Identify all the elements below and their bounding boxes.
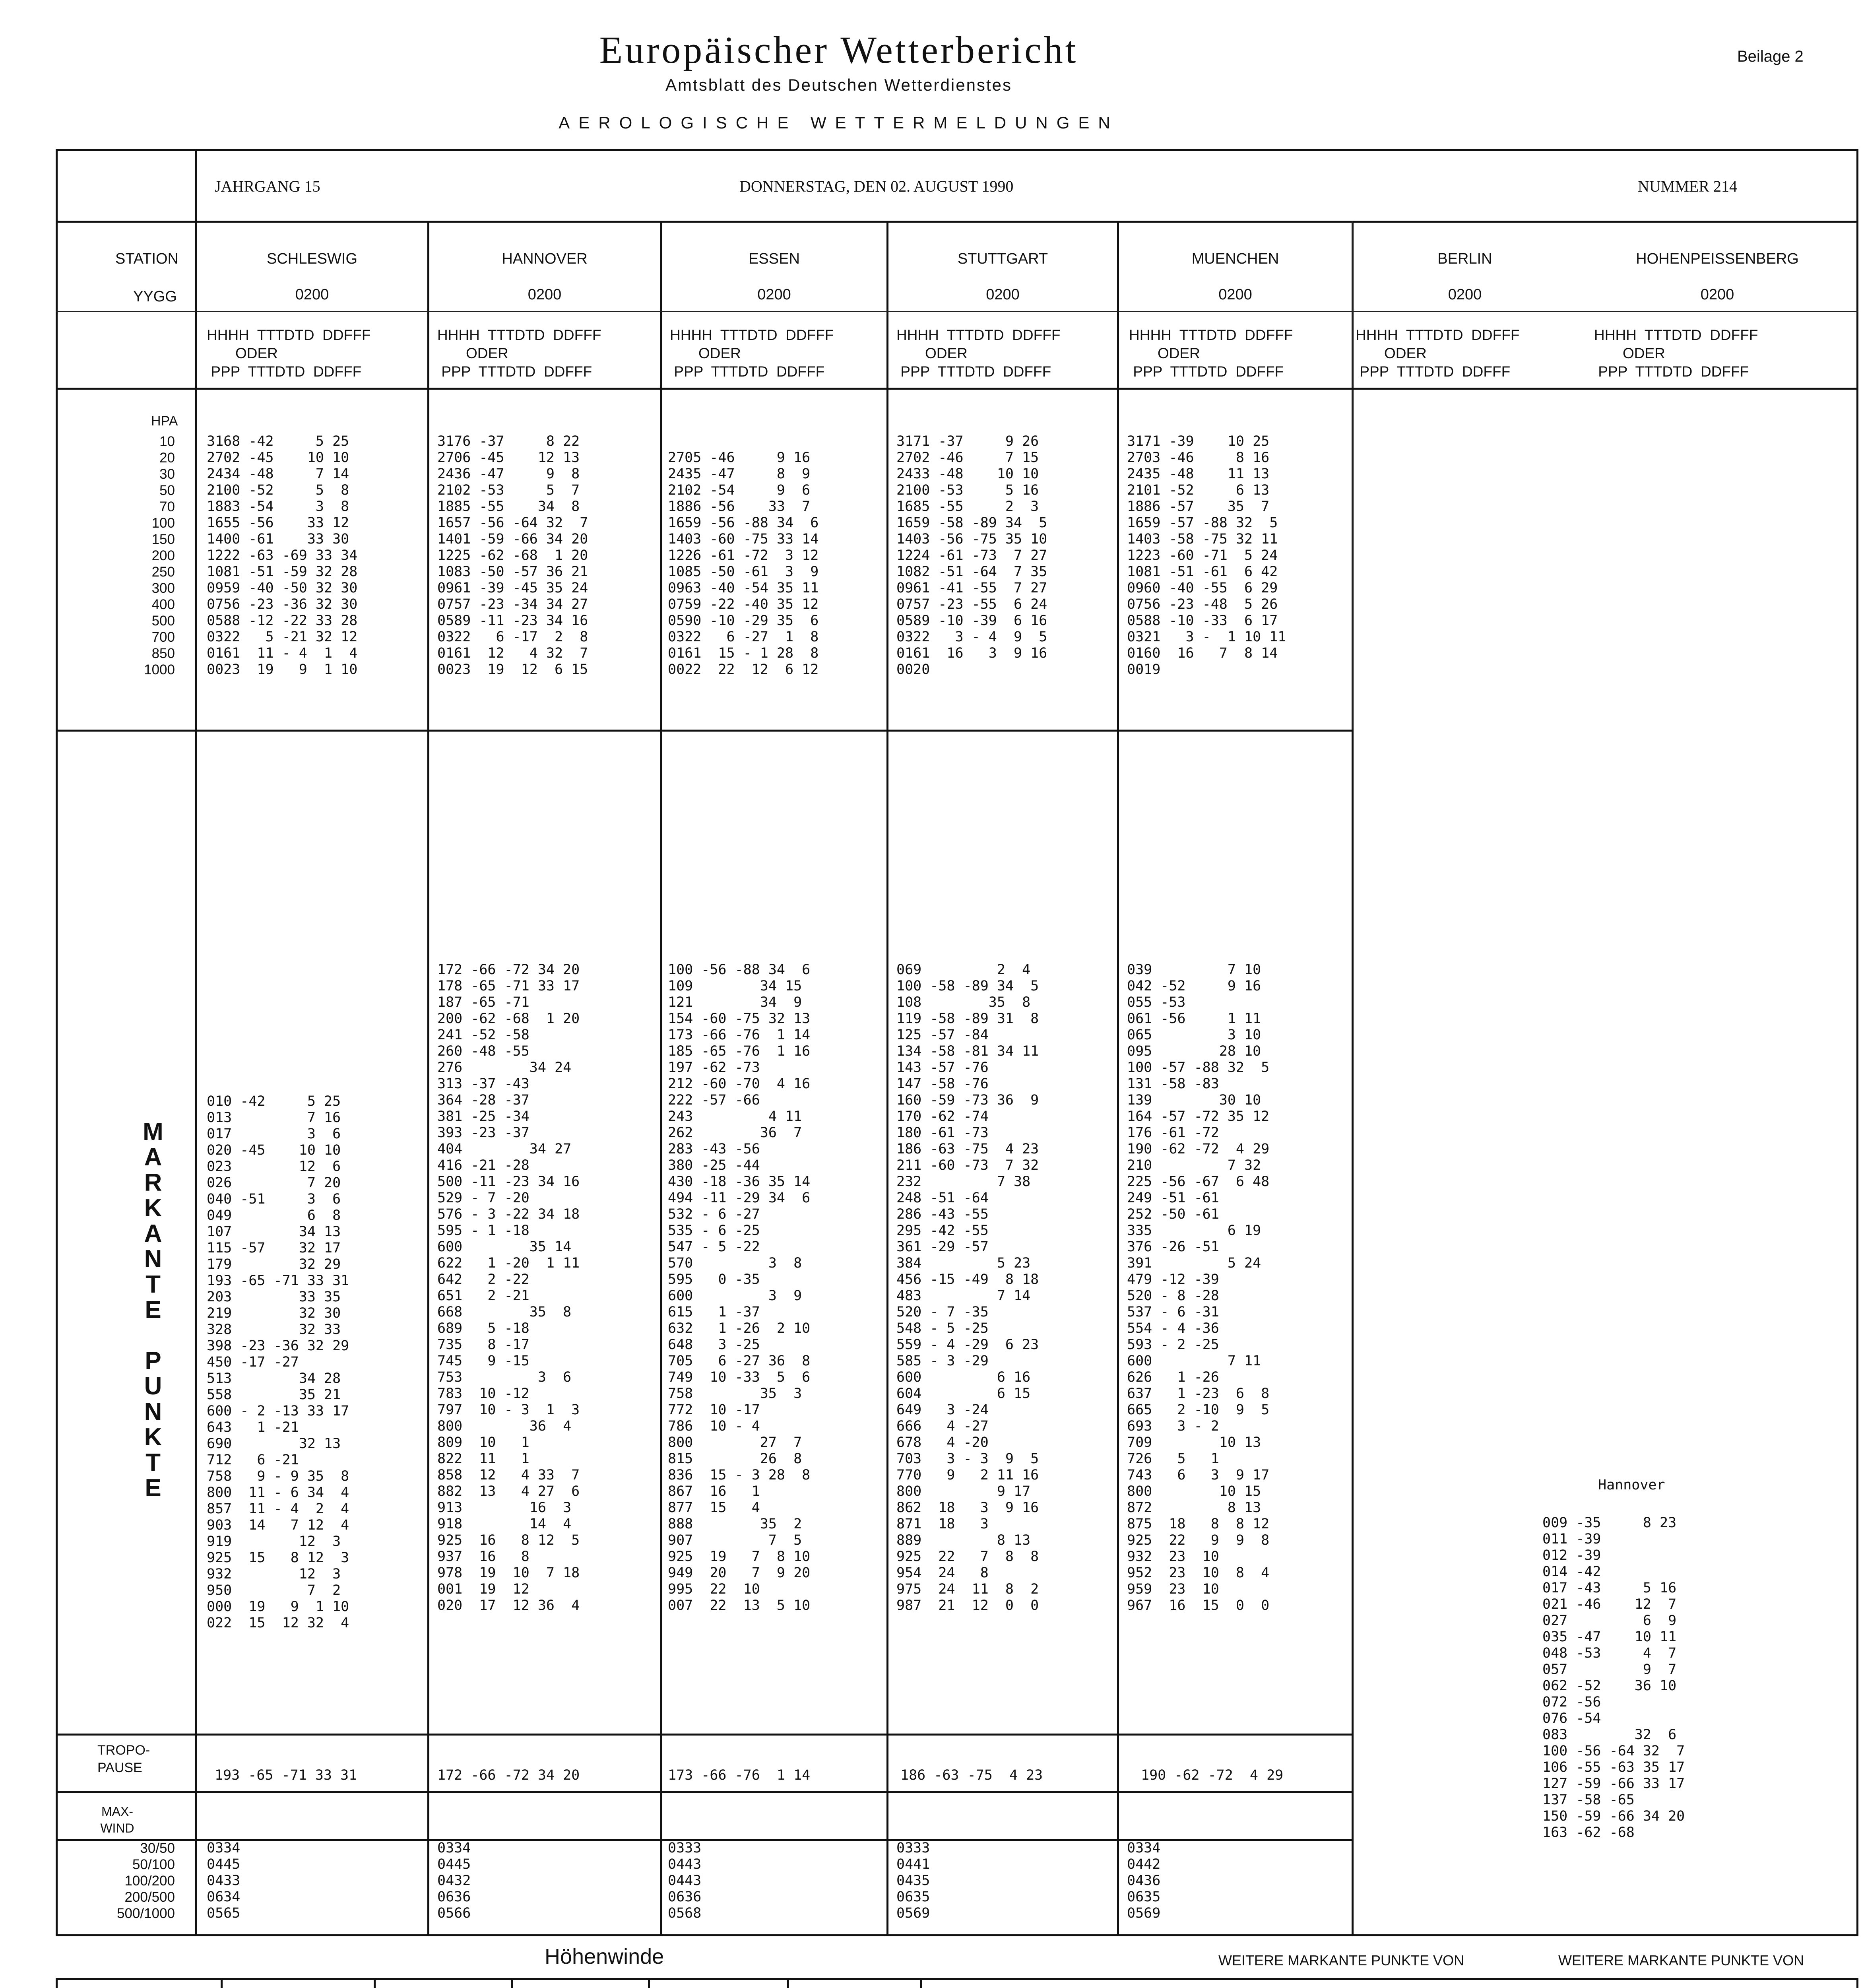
hannover-extra-title: Hannover <box>1598 1477 1665 1493</box>
station-name: SCHLESWIG <box>266 250 358 267</box>
yygg-label: YYGG <box>133 288 177 305</box>
hpa-label: HPA <box>151 414 178 429</box>
station-time: 0200 <box>757 286 791 303</box>
markante-data: 010 -42 5 25 013 7 16 017 3 6 020 -45 10 10 023 12 6 026 7 20 040 -51 3 6 049 6 8 107 34 13 115 -57 32 17 179 32 29 193 -65 -71 33 31 203 33 35 219 32 30 328 32 33 398 -23 -36 32 29 450 -17 -27 513 34 28 558 35 21 600 - 2 -13 33 17 643 1 -21 690 32 13 712 6 -21 758 9 - 9 35 8 800 11 - 6 34 4 857 11 - 4 2 4 903 14 7 12 4 919 12 3 925 15 8 12 3 932 12 3 950 7 2 000 19 9 1 10 022 15 12 32 4 <box>207 1093 349 1631</box>
maxwind-data: 0334 0445 0432 0636 0566 <box>437 1840 471 1921</box>
maxwind-data: 0334 0445 0433 0634 0565 <box>207 1840 241 1921</box>
station-time: 0200 <box>528 286 562 303</box>
levels-data: 3171 -37 9 26 2702 -46 7 15 2433 -48 10 10 2100 -53 5 16 1685 -55 2 3 1659 -58 -89 34 5 1403 -56 -75 35 10 1224 -61 -73 7 27 1082 -51 -64 7 35 0961 -41 -55 7 27 0757 -23 -55 6 24 0589 -10 -39 6 16 0322 3 - 4 9 5 0161 16 3 9 16 0020 <box>896 433 1047 678</box>
maxwind-data: 0334 0442 0436 0635 0569 <box>1127 1840 1161 1921</box>
hannover-extra-data: 009 -35 8 23 011 -39 012 -39 014 -42 017 -43 5 16 021 -46 12 7 027 6 9 035 -47 10 11 048 -53 4 7 057 9 7 062 -52 36 10 072 -56 076 -54 083 32 6 100 -56 -64 32 7 106 -55 -63 35 17 127 -59 -66 33 17 137 -58 -65 150 -59 -66 34 20 163 -62 -68 <box>1542 1515 1685 1840</box>
station-time: 0200 <box>1448 286 1482 303</box>
station-time: 0200 <box>1700 286 1734 303</box>
tropopause-value: 186 -63 -75 4 23 <box>900 1767 1043 1783</box>
station-time: 0200 <box>295 286 329 303</box>
station-name: MUENCHEN <box>1191 250 1279 267</box>
markante-data: 039 7 10 042 -52 9 16 055 -53 061 -56 1 11 065 3 10 095 28 10 100 -57 -88 32 5 131 -58 -83 139 30 10 164 -57 -72 35 12 176 -61 -72 190 -62 -72 4 29 210 7 32 225 -56 -67 6 48 249 -51 -61 252 -50 -61 335 6 19 376 -26 -51 391 5 24 479 -12 -39 520 - 8 -28 537 - 6 -31 554 - 4 -36 593 - 2 -25 600 7 11 626 1 -26 637 1 -23 6 8 665 2 -10 9 5 693 3 - 2 709 10 13 726 5 1 743 6 3 9 17 800 10 15 872 8 13 875 18 8 8 12 925 22 9 9 8 932 23 10 952 23 10 8 4 959 23 10 967 16 15 0 0 <box>1127 962 1270 1613</box>
levels-data: 2705 -46 9 16 2435 -47 8 9 2102 -54 9 6 1886 -56 33 7 1659 -56 -88 34 6 1403 -60 -75 33 14 1226 -61 -72 3 12 1085 -50 -61 3 9 0963 -40 -54 35 11 0759 -22 -40 35 12 0590 -10 -29 35 6 0322 6 -27 1 8 0161 15 - 1 28 8 0022 22 12 6 12 <box>668 450 819 678</box>
station-name: HANNOVER <box>502 250 588 267</box>
hoehenwinde-table <box>56 1978 1858 1988</box>
markante-data: 172 -66 -72 34 20 178 -65 -71 33 17 187 -65 -71 200 -62 -68 1 20 241 -52 -58 260 -48 -55 276 34 24 313 -37 -43 364 -28 -37 381 -25 -34 393 -23 -37 404 34 27 416 -21 -28 500 -11 -23 34 16 529 - 7 -20 576 - 3 -22 34 18 595 - 1 -18 600 35 14 622 1 -20 1 11 642 2 -22 651 2 -21 668 35 8 689 5 -18 735 8 -17 745 9 -15 753 3 6 783 10 -12 797 10 - 3 1 3 800 36 4 809 10 1 822 11 1 858 12 4 33 7 882 13 4 27 6 913 16 3 918 14 4 925 16 8 12 5 937 16 8 978 19 10 7 18 001 19 12 020 17 12 36 4 <box>437 962 580 1613</box>
station-time: 0200 <box>986 286 1020 303</box>
markante-punkte-label: M A R K A N T E P U N K T E <box>143 1118 163 1502</box>
station-name: STUTTGART <box>957 250 1048 267</box>
tropopause-value: 193 -65 -71 33 31 <box>215 1767 357 1783</box>
report-title: Europäischer Wetterbericht <box>599 29 1078 71</box>
column-heads: HHHH TTTDTD DDFFF ODER PPP TTTDTD DDFFF <box>1129 327 1293 380</box>
column-heads: HHHH TTTDTD DDFFF ODER PPP TTTDTD DDFFF <box>437 327 601 380</box>
levels-data: 3168 -42 5 25 2702 -45 10 10 2434 -48 7 14 2100 -52 5 8 1883 -54 3 8 1655 -56 33 12 1400 -61 33 30 1222 -63 -69 33 34 1081 -51 -59 32 28 0959 -40 -50 32 30 0756 -23 -36 32 30 0588 -12 -22 33 28 0322 5 -21 32 12 0161 11 - 4 1 4 0023 19 9 1 10 <box>207 433 358 678</box>
column-heads: HHHH TTTDTD DDFFF ODER PPP TTTDTD DDFFF <box>1594 327 1758 380</box>
column-heads: HHHH TTTDTD DDFFF ODER PPP TTTDTD DDFFF <box>1356 327 1520 380</box>
weitere-label: WEITERE MARKANTE PUNKTE VON <box>1218 1952 1464 1969</box>
issue-date: DONNERSTAG, DEN 02. AUGUST 1990 <box>739 177 1014 195</box>
tropopause-value: 172 -66 -72 34 20 <box>437 1767 580 1783</box>
markante-data: 100 -56 -88 34 6 109 34 15 121 34 9 154 -60 -75 32 13 173 -66 -76 1 14 185 -65 -76 1 16 197 -62 -73 212 -60 -70 4 16 222 -57 -66 243 4 11 262 36 7 283 -43 -56 380 -25 -44 430 -18 -36 35 14 494 -11 -29 34 6 532 - 6 -27 535 - 6 -25 547 - 5 -22 570 3 8 595 0 -35 600 3 9 615 1 -37 632 1 -26 2 10 648 3 -25 705 6 -27 36 8 749 10 -33 5 6 758 35 3 772 10 -17 786 10 - 4 800 27 7 815 26 8 836 15 - 3 28 8 867 16 1 877 15 4 888 35 2 907 7 5 925 19 7 8 10 949 20 7 9 20 995 22 10 007 22 13 5 10 <box>668 962 811 1613</box>
markante-data: 069 2 4 100 -58 -89 34 5 108 35 8 119 -58 -89 31 8 125 -57 -84 134 -58 -81 34 11 143 -57 -76 147 -58 -76 160 -59 -73 36 9 170 -62 -74 180 -61 -73 186 -63 -75 4 23 211 -60 -73 7 32 232 7 38 248 -51 -64 286 -43 -55 295 -42 -55 361 -29 -57 384 5 23 456 -15 -49 8 18 483 7 14 520 - 7 -35 548 - 5 -25 559 - 4 -29 6 23 585 - 3 -29 600 6 16 604 6 15 649 3 -24 666 4 -27 678 4 -20 703 3 - 3 9 5 770 9 2 11 16 800 9 17 862 18 3 9 16 871 18 3 889 8 13 925 22 7 8 8 954 24 8 975 24 11 8 2 987 21 12 0 0 <box>896 962 1039 1613</box>
tropopause-label: TROPO- PAUSE <box>97 1743 150 1775</box>
maxwind-label: MAX- WIND <box>100 1804 134 1835</box>
maxwind-data: 0333 0443 0443 0636 0568 <box>668 1840 702 1921</box>
hoehenwinde-title: Höhenwinde <box>545 1945 664 1969</box>
wind-levels: 30/50 50/100 100/200 200/500 500/1000 <box>117 1840 175 1921</box>
jahrgang: JAHRGANG 15 <box>215 177 320 195</box>
levels-data: 3176 -37 8 22 2706 -45 12 13 2436 -47 9 8 2102 -53 5 7 1885 -55 34 8 1657 -56 -64 32 7 1401 -59 -66 34 20 1225 -62 -68 1 20 1083 -50 -57 36 21 0961 -39 -45 35 24 0757 -23 -34 34 27 0589 -11 -23 34 16 0322 6 -17 2 8 0161 12 4 32 7 0023 19 12 6 15 <box>437 433 588 678</box>
tropopause-value: 190 -62 -72 4 29 <box>1141 1767 1284 1783</box>
maxwind-data: 0333 0441 0435 0635 0569 <box>896 1840 930 1921</box>
column-heads: HHHH TTTDTD DDFFF ODER PPP TTTDTD DDFFF <box>207 327 371 380</box>
section-title: AEROLOGISCHE WETTERMELDUNGEN <box>559 113 1119 132</box>
beilage-label: Beilage 2 <box>1737 48 1804 65</box>
column-heads: HHHH TTTDTD DDFFF ODER PPP TTTDTD DDFFF <box>896 327 1061 380</box>
weitere-label: WEITERE MARKANTE PUNKTE VON <box>1558 1952 1804 1969</box>
station-label: STATION <box>115 250 179 267</box>
station-name: HOHENPEISSENBERG <box>1636 250 1799 267</box>
report-subtitle: Amtsblatt des Deutschen Wetterdienstes <box>665 76 1012 94</box>
column-heads: HHHH TTTDTD DDFFF ODER PPP TTTDTD DDFFF <box>670 327 834 380</box>
station-name: BERLIN <box>1437 250 1492 267</box>
hpa-levels: 10 20 30 50 70 100 150 200 250 300 400 500 700 850 1000 <box>144 434 175 678</box>
station-time: 0200 <box>1218 286 1252 303</box>
station-name: ESSEN <box>749 250 800 267</box>
issue-number: NUMMER 214 <box>1638 177 1738 195</box>
tropopause-value: 173 -66 -76 1 14 <box>668 1767 811 1783</box>
levels-data: 3171 -39 10 25 2703 -46 8 16 2435 -48 11 13 2101 -52 6 13 1886 -57 35 7 1659 -57 -88 32 5 1403 -58 -75 32 11 1223 -60 -71 5 24 1081 -51 -61 6 42 0960 -40 -55 6 29 0756 -23 -48 5 26 0588 -10 -33 6 17 0321 3 - 1 10 11 0160 16 7 8 14 0019 <box>1127 433 1286 678</box>
